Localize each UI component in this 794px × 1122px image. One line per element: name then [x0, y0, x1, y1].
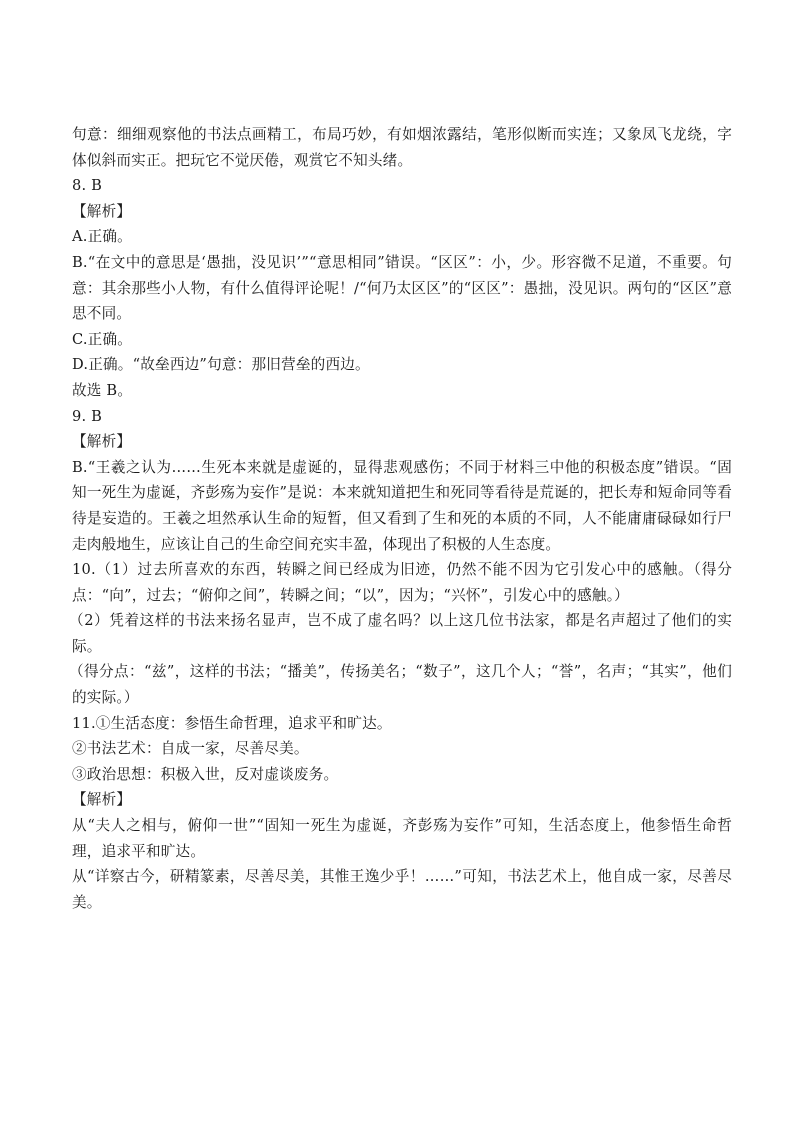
q8-analysis-heading: 【解析】	[72, 202, 132, 220]
q8-option-d: D.正确。“故垒西边”句意：那旧营垒的西边。	[72, 356, 370, 374]
q8-conclusion: 故选 B。	[72, 381, 133, 399]
q9-option-b: B.“王羲之认为……生死本来就是虚诞的，显得悲观感伤；不同于材料三中他的积极态度”错误。“固知一死生为虚诞，齐彭殇为妄作”是说：本来就知道把生和死同等看待是荒诞的，把长寿和短命同等看待是妄造的。王羲之坦然承认生命的短暂，但又看到了生和死的本质的不同，人不能庸庸碌碌如行尸走肉般地生，应该让自己的生命空间充实丰盈，体现出了积极的人生态度。	[72, 458, 732, 553]
q11-point2: ②书法艺术：自成一家，尽善尽美。	[72, 740, 309, 758]
q9-analysis-heading: 【解析】	[72, 433, 132, 451]
q10-part2: （2）凭着这样的书法来扬名显声，岂不成了虚名吗？以上这几位书法家，都是名声超过了他们的实际。	[69, 612, 732, 655]
q11-point1: 11.①生活态度：参悟生命哲理，追求平和旷达。	[72, 714, 392, 732]
q11-point3: ③政治思想：积极入世，反对虚谈废务。	[72, 765, 339, 783]
q8-answer: 8. B	[72, 177, 103, 195]
q11-analysis-heading: 【解析】	[72, 791, 132, 809]
q9-answer: 9. B	[72, 407, 103, 425]
q10-part2-scoring: （得分点：“兹”，这样的书法；“播美”，传扬美名；“数子”，这几个人；“誉”，名声；“其实”，他们的实际。）	[69, 663, 732, 707]
q11-analysis-life: 从“夫人之相与，俯仰一世”“固知一死生为虚诞，齐彭殇为妄作”可知，生活态度上，他参悟生命哲理，追求平和旷达。	[72, 817, 732, 860]
q10-part1: 10.（1）过去所喜欢的东西，转瞬之间已经成为旧迹，仍然不能不因为它引发心中的感触。（得分点：“向”，过去；“俯仰之间”，转瞬之间；“以”，因为；“兴怀”，引发心中的感触。）	[72, 561, 732, 604]
q11-analysis-calligraphy: 从“详察古今，研精篆素，尽善尽美，其惟王逸少乎！……”可知，书法艺术上，他自成一家，尽善尽美。	[72, 868, 732, 911]
q8-option-b: B.“在文中的意思是‘愚拙，没见识’”“意思相同”错误。“区区”：小，少。形容微不足道，不重要。句意：其余那些小人物，有什么值得评论呢！/“何乃太区区”的“区区”：愚拙，没见识。两句的“区区”意思不同。	[72, 253, 732, 323]
answer-text-body	[69, 122, 732, 915]
q8-option-c: C.正确。	[72, 330, 133, 348]
q7-translation-paragraph: 句意：细细观察他的书法点画精工，布局巧妙，有如烟浓露结，笔形似断而实连；又象凤飞龙绕，字体似斜而实正。把玩它不觉厌倦，观赏它不知头绪。	[72, 126, 732, 169]
q8-option-a: A.正确。	[72, 228, 132, 246]
